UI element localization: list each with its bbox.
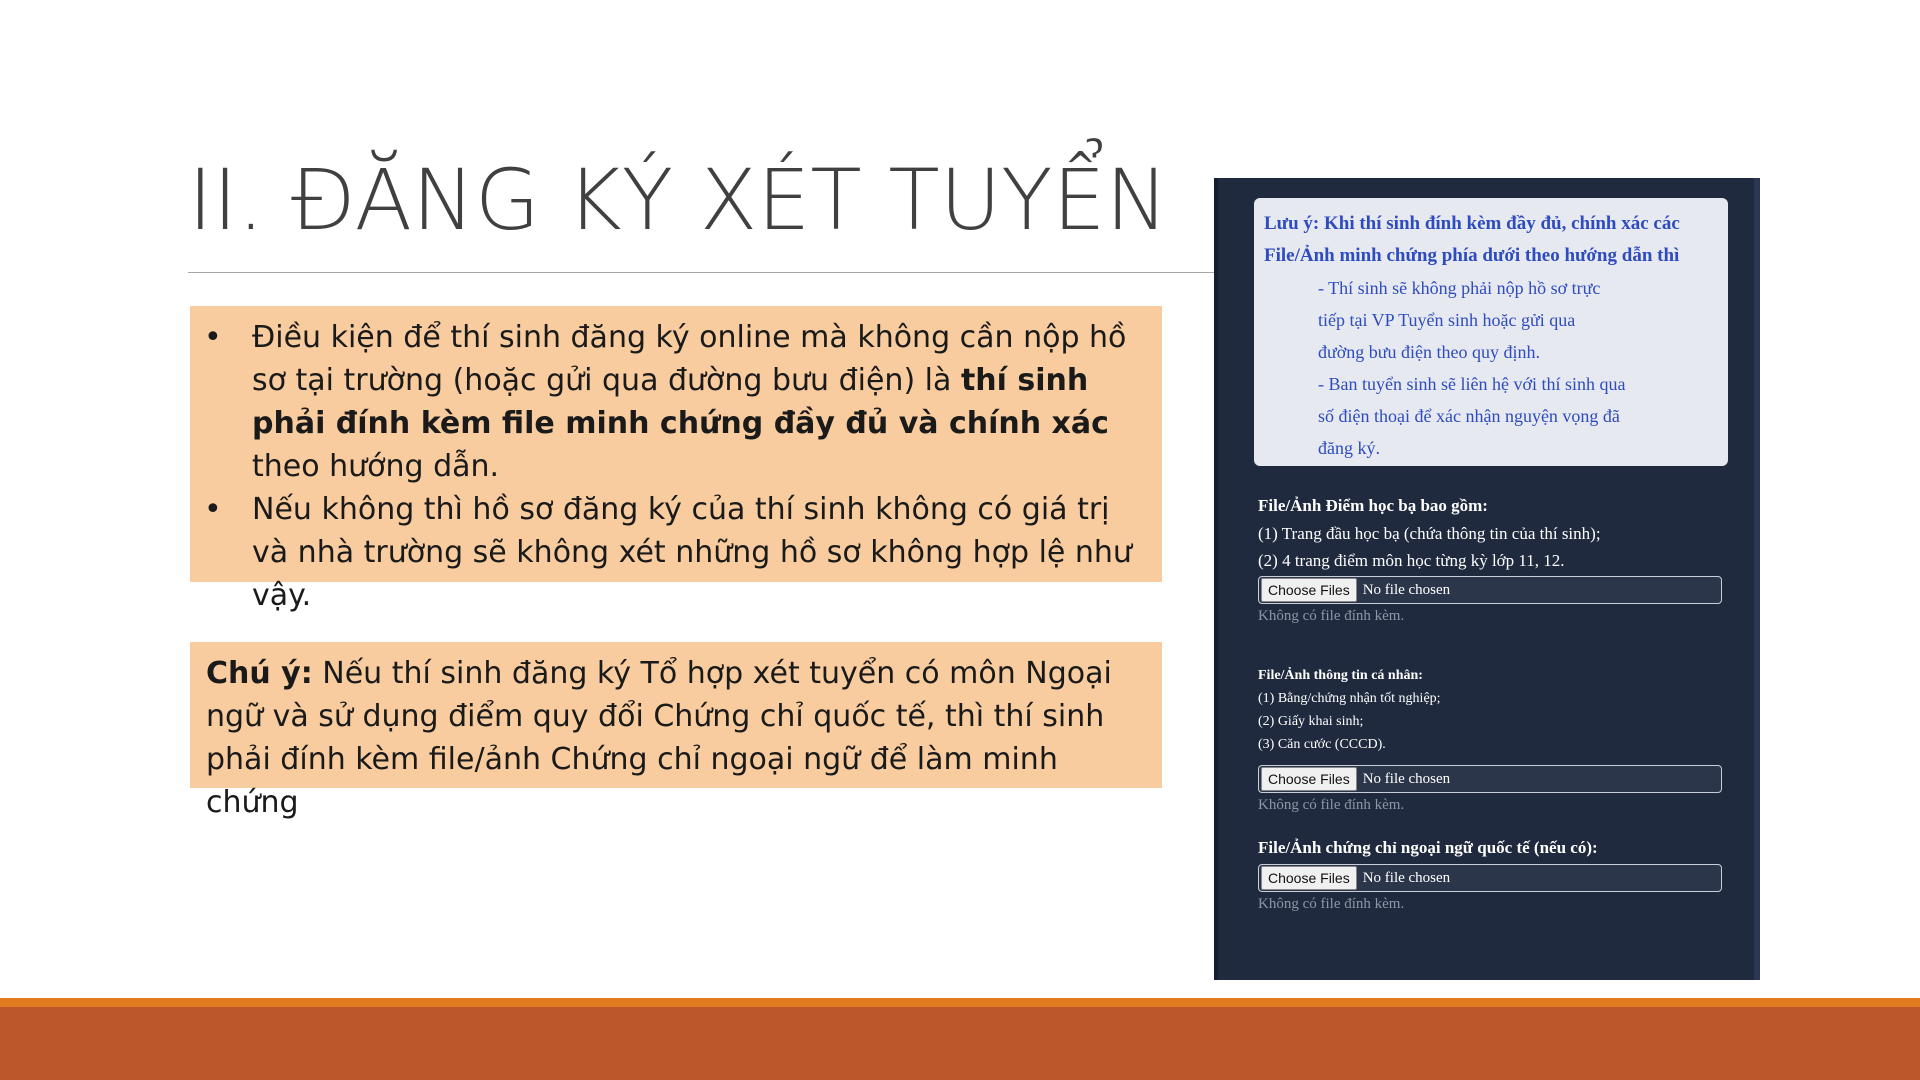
notice-line: - Ban tuyển sinh sẽ liên hệ với thí sinh qua [1318, 374, 1626, 394]
condition-2-text: Nếu không thì hồ sơ đăng ký của thí sinh không có giá trị và nhà trường sẽ không xét những hồ sơ không hợp lệ như vậy. [252, 492, 1132, 613]
certificate-file-input[interactable] [1258, 864, 1722, 892]
file-hint: Không có file đính kèm. [1258, 896, 1405, 912]
footer-bar [0, 1007, 1920, 1080]
notice-line: đăng ký. [1318, 438, 1380, 458]
footer-accent-line [0, 998, 1920, 1007]
file-status: No file chosen [1362, 869, 1451, 886]
notice-line: số điện thoại để xác nhận nguyện vọng đã [1318, 406, 1620, 426]
note-text: Nếu thí sinh đăng ký Tổ hợp xét tuyển có môn Ngoại ngữ và sử dụng điểm quy đổi Chứng chỉ quốc tế, thì thí sinh phải đính kèm file/ảnh Chứng chỉ ngoại ngữ để làm minh chứng [206, 656, 1112, 820]
bullet-icon: • [204, 320, 222, 355]
notice-heading-line-1: Lưu ý: Khi thí sinh đính kèm đầy đủ, chính xác các [1264, 213, 1680, 234]
note-box [190, 642, 1162, 820]
choose-files-button[interactable]: Choose Files [1261, 767, 1357, 791]
file-hint: Không có file đính kèm. [1258, 797, 1405, 813]
transcript-field-line: (2) 4 trang điểm môn học từng kỳ lớp 11, 12. [1258, 551, 1565, 570]
conditions-list [190, 316, 1142, 617]
file-status: No file chosen [1362, 770, 1451, 787]
personal-info-field-line: (3) Căn cước (CCCD). [1258, 737, 1386, 752]
personal-info-field-line: (1) Bằng/chứng nhận tốt nghiệp; [1258, 691, 1441, 706]
condition-1-tail: theo hướng dẫn. [252, 449, 500, 484]
transcript-field-line: (1) Trang đầu học bạ (chứa thông tin của thí sinh); [1258, 524, 1601, 543]
notice-card [1254, 198, 1728, 466]
transcript-field-title: File/Ảnh Điểm học bạ bao gồm: [1258, 496, 1488, 515]
conditions-box [190, 306, 1162, 613]
notice-heading-line-2: File/Ảnh minh chứng phía dưới theo hướng dẫn thì [1264, 245, 1680, 266]
note-label: Chú ý: [206, 656, 313, 691]
transcript-file-input[interactable] [1258, 576, 1722, 604]
bullet-icon: • [204, 492, 222, 527]
title-divider [188, 272, 1214, 273]
personal-info-file-input[interactable] [1258, 765, 1722, 793]
personal-info-field-title: File/Ảnh thông tin cá nhân: [1258, 668, 1423, 683]
upload-form-screenshot [1214, 178, 1760, 980]
file-status: No file chosen [1362, 581, 1451, 598]
file-hint: Không có file đính kèm. [1258, 608, 1405, 624]
choose-files-button[interactable]: Choose Files [1261, 866, 1357, 890]
condition-1-text: Điều kiện để thí sinh đăng ký online mà không cần nộp hồ sơ tại trường (hoặc gửi qua đường bưu điện) là [252, 320, 1127, 398]
choose-files-button[interactable]: Choose Files [1261, 578, 1357, 602]
notice-line: tiếp tại VP Tuyển sinh hoặc gửi qua [1318, 310, 1576, 330]
condition-item-2 [190, 488, 1142, 617]
personal-info-field-line: (2) Giấy khai sinh; [1258, 714, 1364, 729]
certificate-field-title: File/Ảnh chứng chỉ ngoại ngữ quốc tế (nếu có): [1258, 838, 1598, 857]
condition-item-1 [190, 316, 1142, 488]
notice-line: - Thí sinh sẽ không phải nộp hồ sơ trực [1318, 278, 1601, 298]
slide-title: II. ĐĂNG KÝ XÉT TUYỂN [188, 151, 1169, 249]
notice-line: đường bưu điện theo quy định. [1318, 342, 1541, 362]
condition-1-emphasis: thí sinh phải đính kèm file minh chứng đầy đủ và chính xác [252, 363, 1109, 441]
